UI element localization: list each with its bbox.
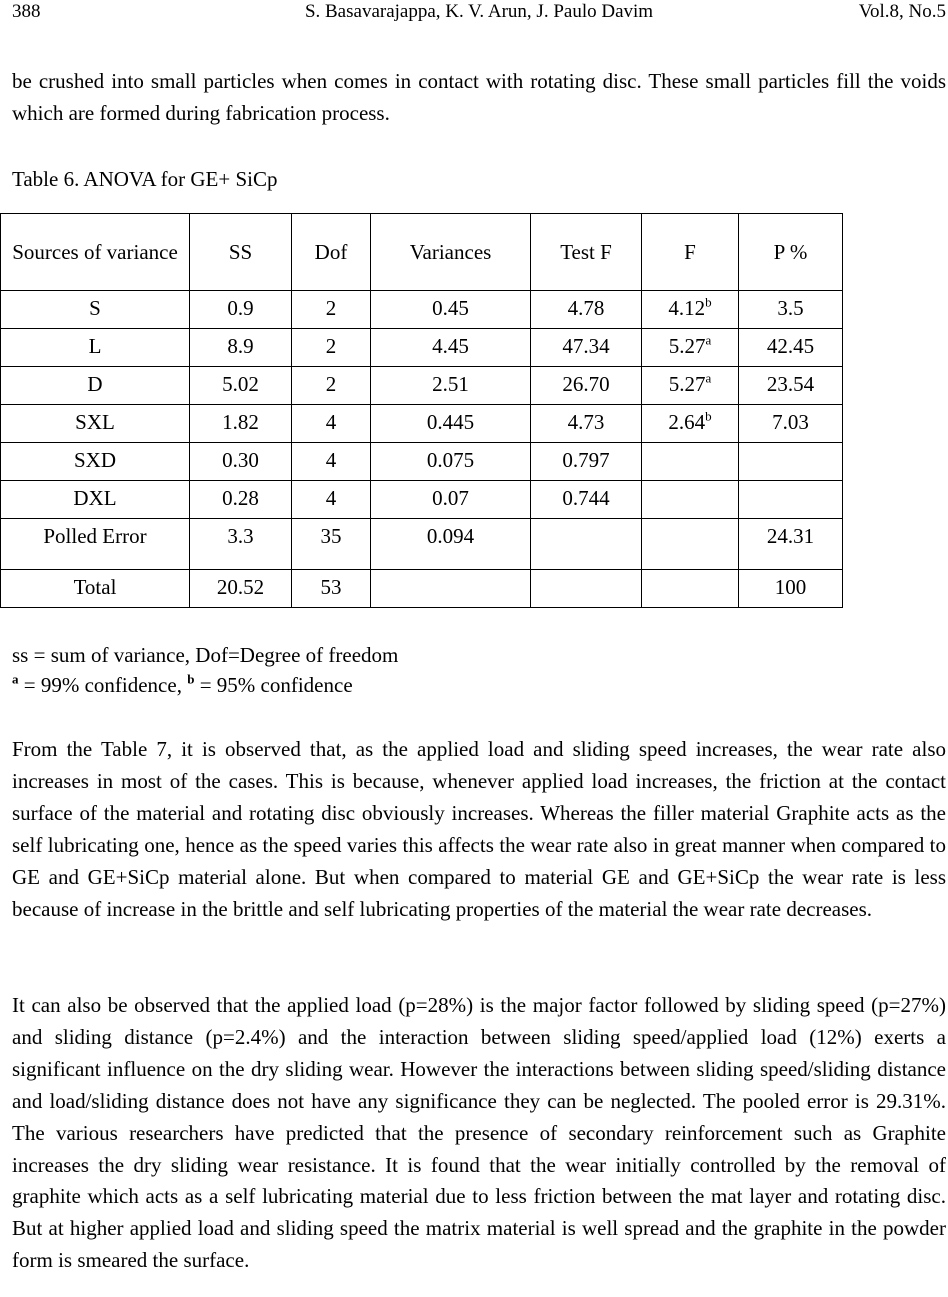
table-row <box>1 519 843 570</box>
cell-variance: 0.445 <box>371 405 531 443</box>
cell-ss: 8.9 <box>190 329 292 367</box>
cell-f <box>642 481 739 519</box>
table-row <box>1 367 843 405</box>
cell-variance: 0.075 <box>371 443 531 481</box>
header-test-f: Test F <box>531 214 642 291</box>
cell-dof: 53 <box>292 570 371 608</box>
header-sources-of-variance: Sources of variance <box>1 214 190 291</box>
cell-p-percent: 100 <box>739 570 843 608</box>
body-paragraph-applied-load: It can also be observed that the applied load (p=28%) is the major factor followed by sliding speed (p=27%) and sliding distance (p=2.4%) and the interaction between sliding speed/applied load (12%) exerts a significant influence on the dry sliding wear. However the interactions between sliding speed/sliding distance and load/sliding distance does not have any significance they can be neglected. The pooled error is 29.31%. The various researchers have predicted that the presence of secondary reinforcement such as Graphite increases the dry sliding wear resistance. It is found that the wear initially controlled by the removal of graphite which acts as a self lubricating material due to less friction between the mat layer and rotating disc. But at higher applied load and sliding speed the matrix material is well spread and the graphite in the powder form is smeared the surface. <box>12 993 946 1273</box>
footnote-sup-b: b <box>187 671 195 687</box>
cell-test-f: 4.73 <box>531 405 642 443</box>
cell-p-percent <box>739 481 843 519</box>
cell-dof: 4 <box>292 481 371 519</box>
f-value: 5.27 <box>668 334 706 358</box>
header-p-percent: P % <box>739 214 843 291</box>
cell-test-f: 0.797 <box>531 443 642 481</box>
cell-ss: 20.52 <box>190 570 292 608</box>
cell-source: L <box>1 329 190 367</box>
cell-ss: 0.28 <box>190 481 292 519</box>
f-superscript: b <box>705 294 712 310</box>
cell-test-f: 4.78 <box>531 291 642 329</box>
cell-source: S <box>1 291 190 329</box>
cell-dof: 2 <box>292 367 371 405</box>
cell-f <box>642 329 739 367</box>
cell-dof: 2 <box>292 329 371 367</box>
anova-table <box>0 213 843 608</box>
f-value: 2.64 <box>668 410 706 434</box>
table-footnote-confidence <box>12 670 946 702</box>
cell-dof: 35 <box>292 519 371 570</box>
f-superscript: a <box>705 332 712 348</box>
table-caption: Table 6. ANOVA for GE+ SiCp <box>12 167 278 191</box>
table-footnote-abbreviations: ss = sum of variance, Dof=Degree of freedom <box>12 643 399 667</box>
cell-f <box>642 570 739 608</box>
cell-dof: 2 <box>292 291 371 329</box>
header-ss: SS <box>190 214 292 291</box>
cell-f <box>642 291 739 329</box>
header-variances: Variances <box>371 214 531 291</box>
cell-ss: 5.02 <box>190 367 292 405</box>
cell-variance: 2.51 <box>371 367 531 405</box>
table-header-row <box>1 214 843 291</box>
cell-test-f <box>531 519 642 570</box>
cell-f <box>642 405 739 443</box>
cell-p-percent: 42.45 <box>739 329 843 367</box>
footnote-text-a: = 99% confidence, <box>18 673 188 697</box>
cell-ss: 0.9 <box>190 291 292 329</box>
cell-variance: 0.07 <box>371 481 531 519</box>
cell-source: DXL <box>1 481 190 519</box>
cell-source: SXL <box>1 405 190 443</box>
f-superscript: a <box>705 370 712 386</box>
cell-source: D <box>1 367 190 405</box>
table-row <box>1 291 843 329</box>
header-f: F <box>642 214 739 291</box>
footnote-sup-a: a <box>12 671 19 687</box>
table-row <box>1 405 843 443</box>
cell-ss: 3.3 <box>190 519 292 570</box>
running-header <box>12 0 946 24</box>
cell-p-percent <box>739 443 843 481</box>
cell-variance: 0.45 <box>371 291 531 329</box>
cell-dof: 4 <box>292 405 371 443</box>
cell-source: SXD <box>1 443 190 481</box>
cell-p-percent: 3.5 <box>739 291 843 329</box>
cell-p-percent: 7.03 <box>739 405 843 443</box>
header-authors: S. Basavarajappa, K. V. Arun, J. Paulo Davim <box>304 1 654 22</box>
cell-dof: 4 <box>292 443 371 481</box>
cell-test-f <box>531 570 642 608</box>
page-number: 388 <box>12 1 41 22</box>
intro-paragraph: be crushed into small particles when comes in contact with rotating disc. These small particles fill the voids which are formed during fabrication process. <box>12 69 946 125</box>
table-row <box>1 329 843 367</box>
cell-ss: 0.30 <box>190 443 292 481</box>
cell-f <box>642 443 739 481</box>
body-paragraph-wear-rate: From the Table 7, it is observed that, as the applied load and sliding speed increases, the wear rate also increases in most of the cases. This is because, whenever applied load increases, the friction at the contact surface of the material and rotating disc obviously increases. Whereas the filler material Graphite acts as the self lubricating one, hence as the speed varies this affects the wear rate also in great manner when compared to GE and GE+SiCp material alone. But when compared to material GE and GE+SiCp the wear rate is less because of increase in the brittle and self lubricating properties of the material the wear rate decreases. <box>12 737 946 921</box>
cell-test-f: 26.70 <box>531 367 642 405</box>
cell-p-percent: 24.31 <box>739 519 843 570</box>
cell-variance: 4.45 <box>371 329 531 367</box>
cell-source: Total <box>1 570 190 608</box>
cell-variance <box>371 570 531 608</box>
header-dof: Dof <box>292 214 371 291</box>
footnote-text-b: = 95% confidence <box>194 673 353 697</box>
cell-f <box>642 519 739 570</box>
f-value: 4.12 <box>668 296 706 320</box>
cell-source: Polled Error <box>1 519 190 570</box>
table-row <box>1 570 843 608</box>
cell-variance: 0.094 <box>371 519 531 570</box>
f-superscript: b <box>705 408 712 424</box>
table-row <box>1 443 843 481</box>
cell-f <box>642 367 739 405</box>
cell-p-percent: 23.54 <box>739 367 843 405</box>
header-volume: Vol.8, No.5 <box>858 1 946 22</box>
cell-test-f: 47.34 <box>531 329 642 367</box>
f-value: 5.27 <box>668 372 706 396</box>
cell-test-f: 0.744 <box>531 481 642 519</box>
cell-ss: 1.82 <box>190 405 292 443</box>
table-row <box>1 481 843 519</box>
